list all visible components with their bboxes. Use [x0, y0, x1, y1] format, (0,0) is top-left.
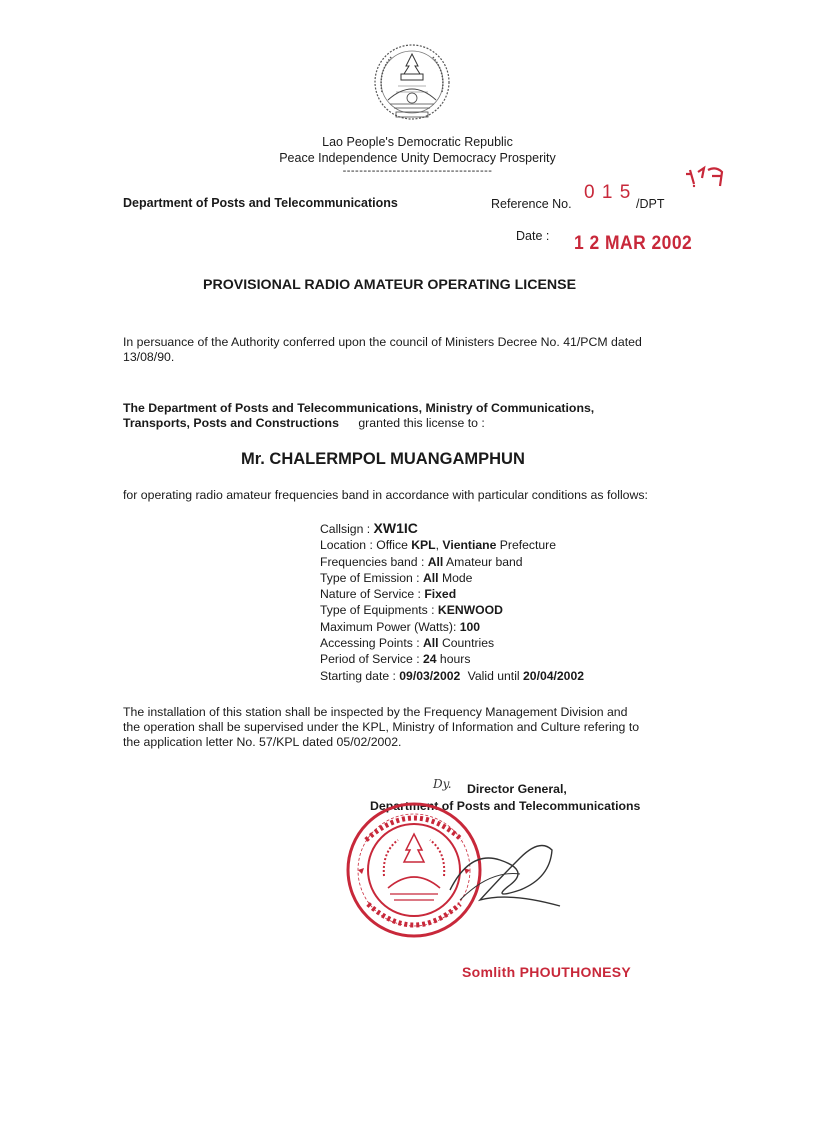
starting-value: 09/03/2002 — [399, 668, 461, 683]
power-row — [320, 619, 584, 635]
location-office: KPL — [411, 538, 436, 553]
location-label: Location : Office — [320, 538, 408, 553]
reference-number: 0 1 5 — [584, 182, 632, 203]
valid-label: Valid until — [467, 668, 520, 683]
license-title: PROVISIONAL RADIO AMATEUR OPERATING LICENSE — [203, 277, 577, 293]
frequencies-label: Frequencies band : — [320, 554, 425, 569]
period-row — [320, 651, 584, 667]
grant-ministry: Transports, Posts and Constructions — [123, 416, 339, 430]
installation-line-1: The installation of this station shall be inspected by the Frequency Management Division and — [123, 705, 628, 719]
period-label: Period of Service : — [320, 652, 420, 667]
signatory-department: Department of Posts and Telecommunications — [370, 799, 641, 813]
access-label: Accessing Points : — [320, 636, 420, 651]
signatory-title: Director General, — [467, 782, 567, 796]
equipment-row — [320, 602, 584, 618]
conditions-list — [320, 520, 584, 684]
signatory-prefix: Dy. — [433, 777, 452, 791]
access-rest: Countries — [441, 636, 495, 651]
installation-line-2: the operation shall be supervised under the KPL, Ministry of Information and Culture refering to — [123, 720, 640, 734]
nature-row — [320, 586, 584, 602]
grant-action: granted this license to : — [358, 416, 485, 430]
nature-label: Nature of Service : — [320, 587, 421, 602]
header-divider: ------------------------------------ — [342, 165, 493, 177]
location-row — [320, 537, 584, 553]
frequencies-value: All — [427, 554, 444, 569]
access-value: All — [422, 636, 439, 651]
starting-label: Starting date : — [320, 668, 396, 683]
installation-line-3: the application letter No. 57/KPL dated 05/02/2002. — [123, 735, 402, 749]
equipment-label: Type of Equipments : — [320, 603, 435, 618]
nature-value: Fixed — [424, 587, 457, 602]
handwritten-signature-icon — [440, 830, 580, 920]
access-row — [320, 635, 584, 651]
equipment-value: KENWOOD — [437, 603, 503, 618]
emission-row — [320, 570, 584, 586]
power-value: 100 — [459, 619, 481, 634]
date-label: Date : — [516, 229, 550, 243]
frequencies-row — [320, 554, 584, 570]
location-rest: Prefecture — [499, 538, 556, 553]
department-name: Department of Posts and Telecommunications — [123, 196, 398, 210]
licensee-name: Mr. CHALERMPOL MUANGAMPHUN — [241, 450, 525, 468]
emission-value: All — [422, 570, 439, 585]
date-stamp: 1 2 MAR 2002 — [574, 233, 693, 254]
power-label: Maximum Power (Watts): — [320, 619, 457, 634]
callsign-label: Callsign : — [320, 522, 371, 536]
grant-line-2 — [123, 416, 485, 431]
lao-national-emblem-icon — [368, 42, 456, 124]
location-city: Vientiane — [442, 538, 497, 553]
frequencies-rest: Amateur band — [446, 554, 523, 569]
authority-line-1: In persuance of the Authority conferred upon the council of Ministers Decree No. 41/PCM dated — [123, 335, 642, 349]
starting-row — [320, 668, 584, 684]
red-ink-mark-icon — [682, 162, 728, 196]
purpose-text: for operating radio amateur frequencies band in accordance with particular conditions as follows: — [123, 488, 648, 502]
reference-suffix: /DPT — [636, 197, 665, 211]
emission-rest: Mode — [441, 570, 473, 585]
authority-line-2: 13/08/90. — [123, 350, 175, 364]
callsign-value: XW1IC — [373, 520, 418, 536]
period-rest: hours — [439, 652, 471, 667]
location-sep: , — [435, 538, 440, 553]
emission-label: Type of Emission : — [320, 570, 420, 585]
national-motto: Peace Independence Unity Democracy Prosperity — [279, 151, 556, 165]
signatory-name: Somlith PHOUTHONESY — [462, 964, 632, 980]
callsign-row — [320, 520, 584, 537]
reference-label: Reference No. — [491, 197, 572, 211]
valid-value: 20/04/2002 — [523, 668, 585, 683]
period-value: 24 — [422, 652, 437, 667]
grant-line-1: The Department of Posts and Telecommunications, Ministry of Communications, — [123, 401, 595, 415]
country-name: Lao People's Democratic Republic — [322, 135, 513, 149]
